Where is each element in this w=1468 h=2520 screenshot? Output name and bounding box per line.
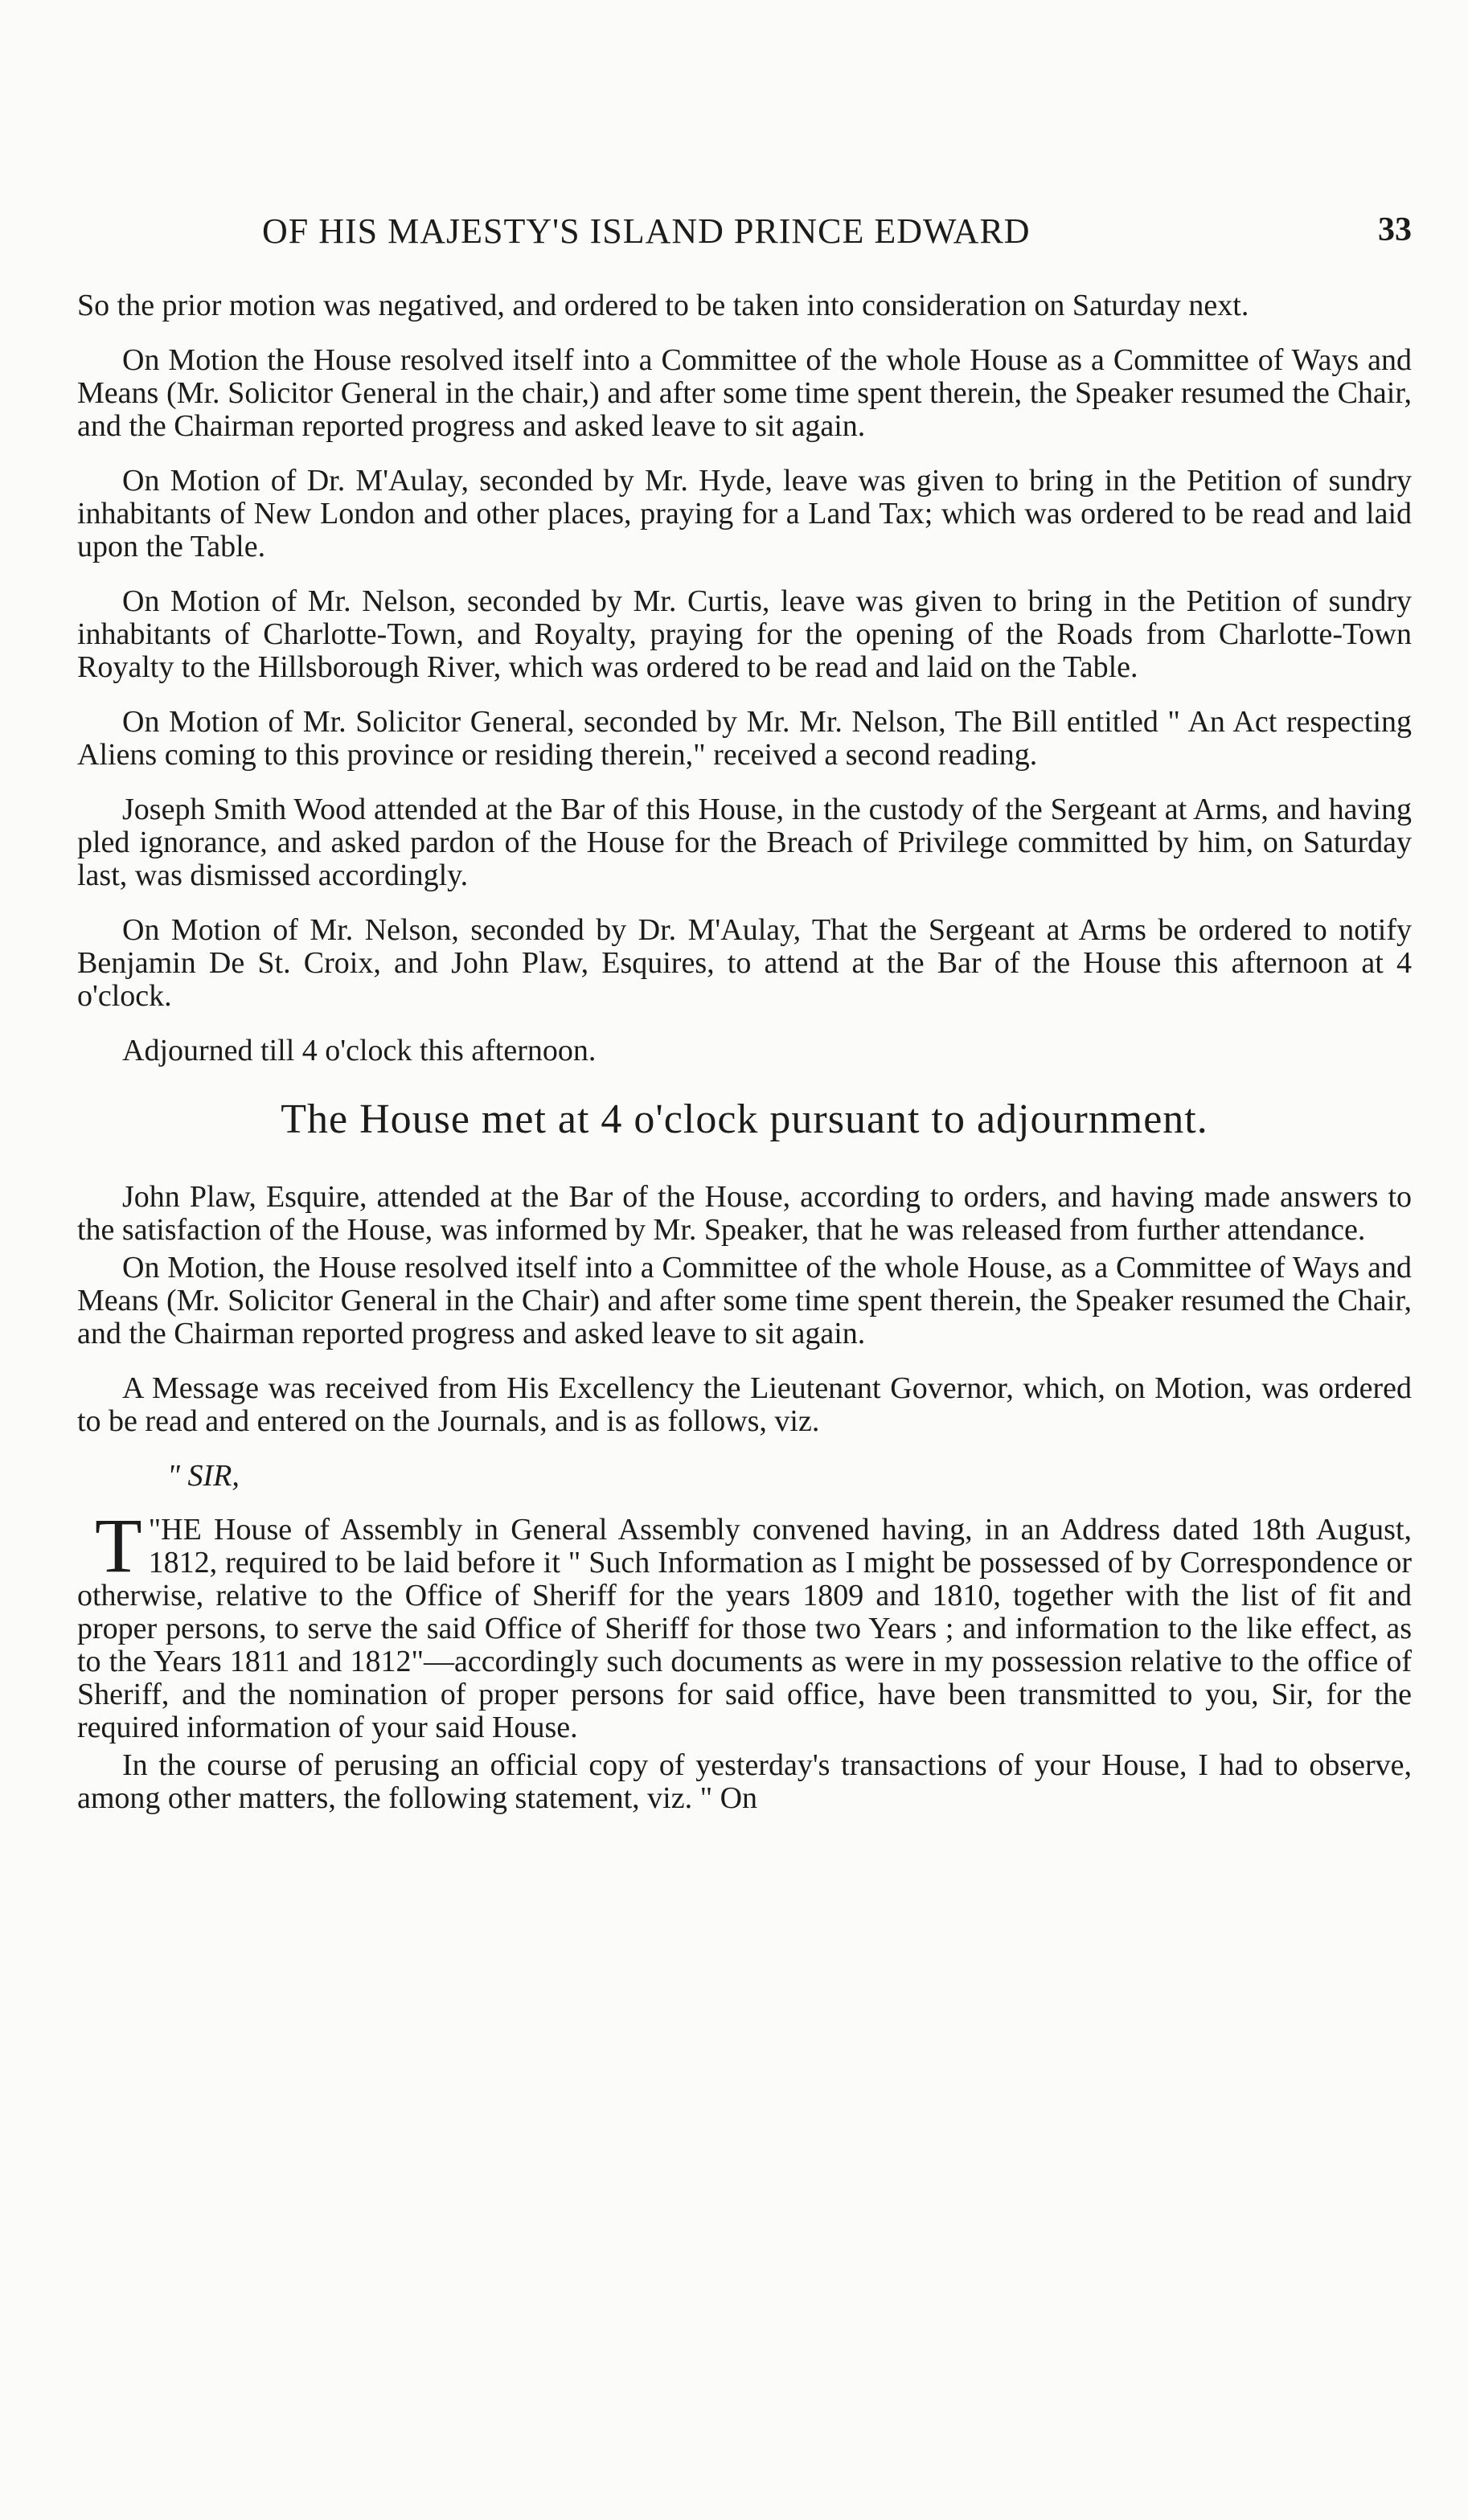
paragraph: On Motion of Mr. Nelson, seconded by Dr. M'Aulay, That the Sergeant at Arms be ordered to notify Benjamin De St. Croix, and John Plaw, Esquires, to attend at the Bar of the House this afternoon at 4 o'clock. bbox=[77, 913, 1412, 1013]
running-title: OF HIS MAJESTY'S ISLAND PRINCE EDWARD bbox=[262, 211, 1031, 251]
page-header bbox=[77, 211, 1412, 259]
paragraph: On Motion the House resolved itself into a Committee of the whole House as a Committee of Ways and Means (Mr. Solicitor General in the chair,) and after some time spent therein, the Speaker resumed the Chair, and the Chairman reported progress and asked leave to sit again. bbox=[77, 343, 1412, 443]
letter-paragraph-text: HE House of Assembly in General Assembly convened having, in an Address dated 18th August, 1812, required to be laid before it " Such Information as I might be possessed of by Correspondence or otherwise, relative to the Office of Sheriff for the years 1809 and 1810, together with the list of fit and proper persons, to serve the said Office of Sheriff for those two Years ; and information to the like effect, as to the Years 1811 and 1812"—accordingly such documents as were in my possession relative to the office of Sheriff, and the nomination of proper persons for said office, have been transmitted to you, Sir, for the required information of your said House. bbox=[77, 1513, 1412, 1744]
letter-paragraph bbox=[77, 1502, 1412, 1744]
letter-paragraph: In the course of perusing an official copy of yesterday's transactions of your House, I had to observe, among other matters, the following statement, viz. " On bbox=[77, 1748, 1412, 1815]
page-number: 33 bbox=[1378, 211, 1412, 248]
paragraph: So the prior motion was negatived, and ordered to be taken into consideration on Saturday next. bbox=[77, 289, 1249, 322]
paragraph: On Motion of Dr. M'Aulay, seconded by Mr. Hyde, leave was given to bring in the Petition of sundry inhabitants of New London and other places, praying for a Land Tax; which was ordered to be read and laid upon the Table. bbox=[77, 464, 1412, 563]
paragraph: On Motion, the House resolved itself into a Committee of the whole House, as a Committee of Ways and Means (Mr. Solicitor General in the Chair) and after some time spent therein, the Speaker resumed the Chair, and the Chairman reported progress and asked leave to sit again. bbox=[77, 1251, 1412, 1350]
paragraph: John Plaw, Esquire, attended at the Bar of the House, according to orders, and having made answers to the satisfaction of the House, was informed by Mr. Speaker, that he was released from further attendance. bbox=[77, 1180, 1412, 1247]
body-text bbox=[77, 289, 1412, 1837]
paragraph: Joseph Smith Wood attended at the Bar of this House, in the custody of the Sergeant at Arms, and having pled ignorance, and asked pardon of the House for the Breach of Privilege committed by him, on Saturday last, was dismissed accordingly. bbox=[77, 793, 1412, 892]
paragraph: Adjourned till 4 o'clock this afternoon. bbox=[122, 1034, 597, 1067]
section-heading: The House met at 4 o'clock pursuant to adjournment. bbox=[281, 1096, 1208, 1142]
paragraph: A Message was received from His Excellency the Lieutenant Governor, which, on Motion, was ordered to be read and entered on the Journals, and is as follows, viz. bbox=[77, 1371, 1412, 1438]
paragraph: On Motion of Mr. Nelson, seconded by Mr. Curtis, leave was given to bring in the Petition of sundry inhabitants of Charlotte-Town, and Royalty, praying for the opening of the Roads from Charlotte-Town Royalty to the Hillsborough River, which was ordered to be read and laid on the Table. bbox=[77, 584, 1412, 684]
paragraph: On Motion of Mr. Solicitor General, seconded by Mr. Mr. Nelson, The Bill entitled " An Act respecting Aliens coming to this province or residing therein," received a second reading. bbox=[77, 705, 1412, 772]
letter-salutation: " SIR, bbox=[167, 1459, 240, 1493]
opening-quote: " bbox=[148, 1513, 162, 1547]
drop-cap: T bbox=[95, 1502, 142, 1588]
